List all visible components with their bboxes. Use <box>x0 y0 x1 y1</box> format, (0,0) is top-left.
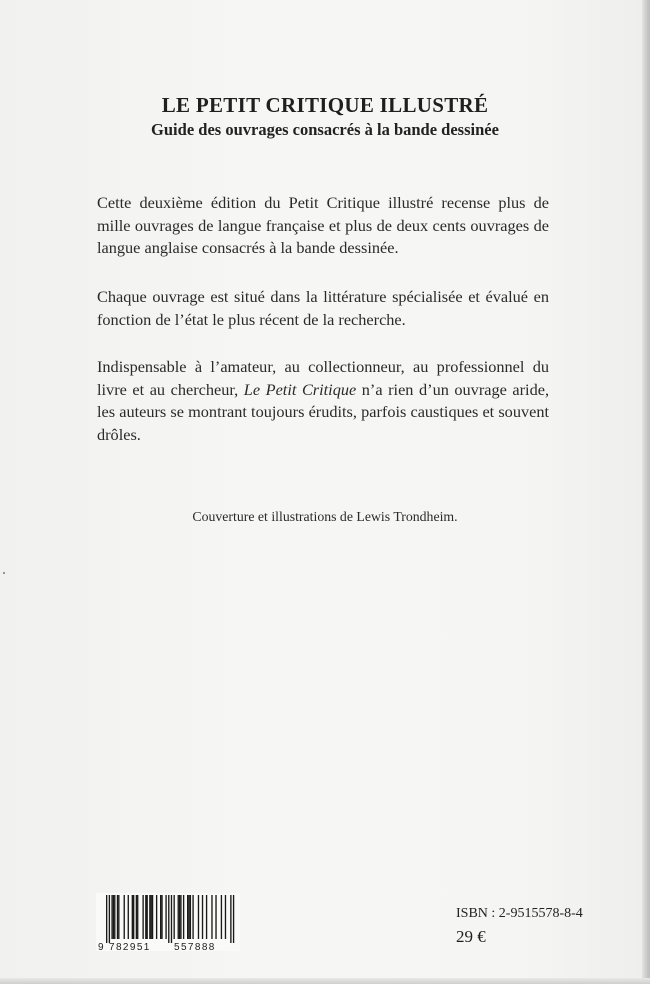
barcode-bar <box>183 895 184 939</box>
barcode-digits <box>96 943 240 953</box>
barcode-bar <box>160 895 161 939</box>
barcode-bar <box>171 895 172 943</box>
barcode-bar <box>111 895 112 939</box>
barcode-bar <box>145 895 146 939</box>
blurb-paragraph-2: Chaque ouvrage est situé dans la littérature spécialisée et évalué en fonction de l’état le plus récent de la recherche. <box>97 287 549 329</box>
barcode-bar <box>106 895 107 943</box>
barcode-bar <box>151 895 152 939</box>
barcode-bar <box>165 895 166 939</box>
barcode-bar <box>152 895 153 939</box>
book-title-italic: Le Petit Critique <box>243 379 357 399</box>
blurb-paragraph-1: Cette deuxième édition du Petit Critique illustré recense plus de mille ouvrages de langue française et plus de deux cents ouvrages de langue anglaise consacrés à la bande dessinée. <box>97 193 549 258</box>
barcode-bar <box>202 895 203 939</box>
ean-barcode <box>96 893 240 951</box>
barcode-bar <box>168 895 169 943</box>
barcode-bar <box>211 895 212 939</box>
barcode-bar <box>118 895 119 939</box>
barcode-bar <box>221 895 222 939</box>
isbn-number: ISBN : 2-9515578-8-4 <box>456 906 583 921</box>
barcode-bar <box>132 895 133 939</box>
barcode-bar <box>180 895 181 939</box>
barcode-bar <box>161 895 162 939</box>
barcode-bar <box>188 895 189 939</box>
barcode-bar <box>215 895 216 939</box>
barcode-bar <box>142 895 143 939</box>
barcode-bar <box>147 895 148 939</box>
barcode-left-group: 782951 <box>109 942 151 953</box>
barcode-bar <box>230 895 231 943</box>
speck-mark <box>3 572 5 574</box>
barcode-bar <box>187 895 188 939</box>
blurb-paragraph-3-start: Indispensable à l’amateur, au collectionneur, au professionnel du livre et au chercheur, <box>97 357 549 399</box>
barcode-bar <box>192 895 193 939</box>
barcode-bar <box>206 895 207 939</box>
book-price: 29 € <box>456 927 486 946</box>
barcode-bar <box>198 895 199 939</box>
cover-right-edge <box>642 0 650 984</box>
barcode-bar <box>179 895 180 939</box>
barcode-bar <box>149 895 150 939</box>
barcode-bar <box>178 895 179 939</box>
barcode-bar <box>117 895 118 939</box>
barcode-bar <box>137 895 138 939</box>
barcode-bar <box>114 895 115 939</box>
barcode-lead-digit: 9 <box>98 942 104 953</box>
barcode-bar <box>113 895 114 939</box>
illustration-credit: Couverture et illustrations de Lewis Trondheim. <box>192 509 458 524</box>
barcode-bar <box>233 895 234 943</box>
blurb-paragraph-3-end: n’a rien d’un ouvrage aride, les auteurs se montrant toujours érudits, parfois caustiques et souvent drôles. <box>97 379 550 444</box>
cover-bottom-edge <box>0 978 650 984</box>
barcode-bar <box>128 895 129 939</box>
book-title: LE PETIT CRITIQUE ILLUSTRÉ <box>161 93 489 117</box>
barcode-bar <box>156 895 157 939</box>
barcode-bar <box>124 895 125 939</box>
book-subtitle: Guide des ouvrages consacrés à la bande dessinée <box>151 120 499 139</box>
barcode-right-group: 557888 <box>174 942 216 953</box>
barcode-bar <box>190 895 191 939</box>
blurb-paragraph-3 <box>97 356 549 446</box>
barcode-bar <box>174 895 175 939</box>
barcode-bar <box>225 895 226 939</box>
barcode-bar <box>136 895 137 939</box>
barcode-bars <box>96 893 240 943</box>
barcode-bar <box>109 895 110 943</box>
barcode-bar <box>133 895 134 939</box>
